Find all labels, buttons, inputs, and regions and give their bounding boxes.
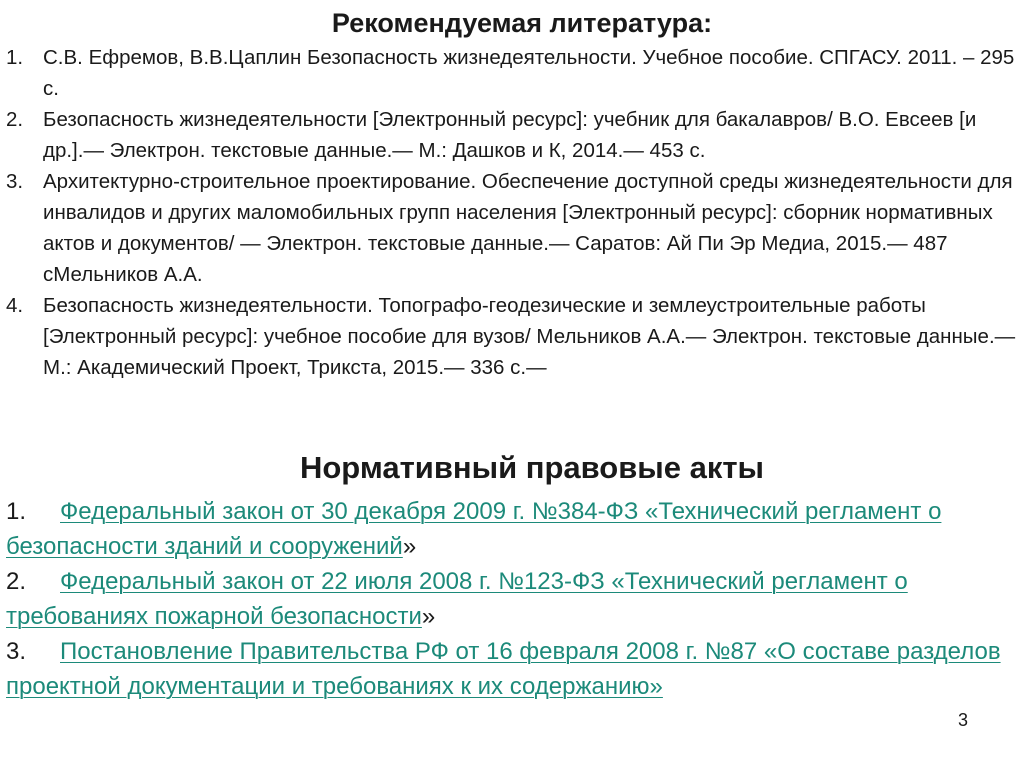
literature-item-text: Архитектурно-строительное проектирование. Обеспечение доступной среды жизнедеятельности для инвалидов и других маломобильных групп населения [Электронный ресурс]: сборник нормативных актов и документов/ — Электрон. текстовые данные.— Саратов: Ай Пи Эр Медиа, 2015.— 487 cМельников А.А. bbox=[43, 170, 1013, 286]
literature-item-number: 3. bbox=[6, 170, 24, 193]
act-item-number: 3. bbox=[6, 638, 27, 665]
literature-item-number: 4. bbox=[6, 294, 24, 317]
act-item-number: 1. bbox=[6, 498, 27, 525]
acts-list bbox=[6, 494, 1016, 704]
acts-title: Нормативный правовые акты bbox=[299, 450, 765, 485]
literature-item-number: 1. bbox=[6, 46, 24, 69]
literature-item bbox=[6, 290, 1016, 383]
act-item bbox=[6, 494, 1016, 564]
literature-item bbox=[6, 104, 1016, 166]
act-link-123-fz[interactable]: Федеральный закон от 22 июля 2008 г. №123-ФЗ «Технический регламент о требованиях пожарной безопасности bbox=[6, 568, 908, 630]
page-number: 3 bbox=[957, 710, 968, 730]
act-item bbox=[6, 564, 1016, 634]
literature-item bbox=[6, 166, 1016, 290]
act-link-384-fz[interactable]: Федеральный закон от 30 декабря 2009 г. №384-ФЗ «Технический регламент о безопасности зданий и сооружений bbox=[6, 498, 942, 560]
literature-item-text: С.В. Ефремов, В.В.Цаплин Безопасность жизнедеятельности. Учебное пособие. СПГАСУ. 2011. – 295 с. bbox=[43, 46, 1015, 100]
literature-list bbox=[6, 42, 1016, 383]
act-item-suffix: » bbox=[402, 533, 417, 560]
literature-title: Рекомендуемая литература: bbox=[331, 8, 713, 38]
act-item bbox=[6, 634, 1016, 704]
act-item-suffix: » bbox=[421, 603, 436, 630]
literature-item bbox=[6, 42, 1016, 104]
act-item-number: 2. bbox=[6, 568, 27, 595]
literature-item-number: 2. bbox=[6, 108, 24, 131]
act-link-postanovlenie-87[interactable]: Постановление Правительства РФ от 16 февраля 2008 г. №87 «О составе разделов проектной документации и требованиях к их содержанию» bbox=[6, 638, 1001, 700]
literature-item-text: Безопасность жизнедеятельности. Топографо-геодезические и землеустроительные работы [Электронный ресурс]: учебное пособие для вузов/ Мельников А.А.— Электрон. текстовые данные.— М.: Академический Проект, Трикста, 2015.— 336 c.— bbox=[43, 294, 1016, 379]
literature-item-text: Безопасность жизнедеятельности [Электронный ресурс]: учебник для бакалавров/ В.О. Евсеев [и др.].— Электрон. текстовые данные.— М.: Дашков и К, 2014.— 453 c. bbox=[43, 108, 977, 162]
